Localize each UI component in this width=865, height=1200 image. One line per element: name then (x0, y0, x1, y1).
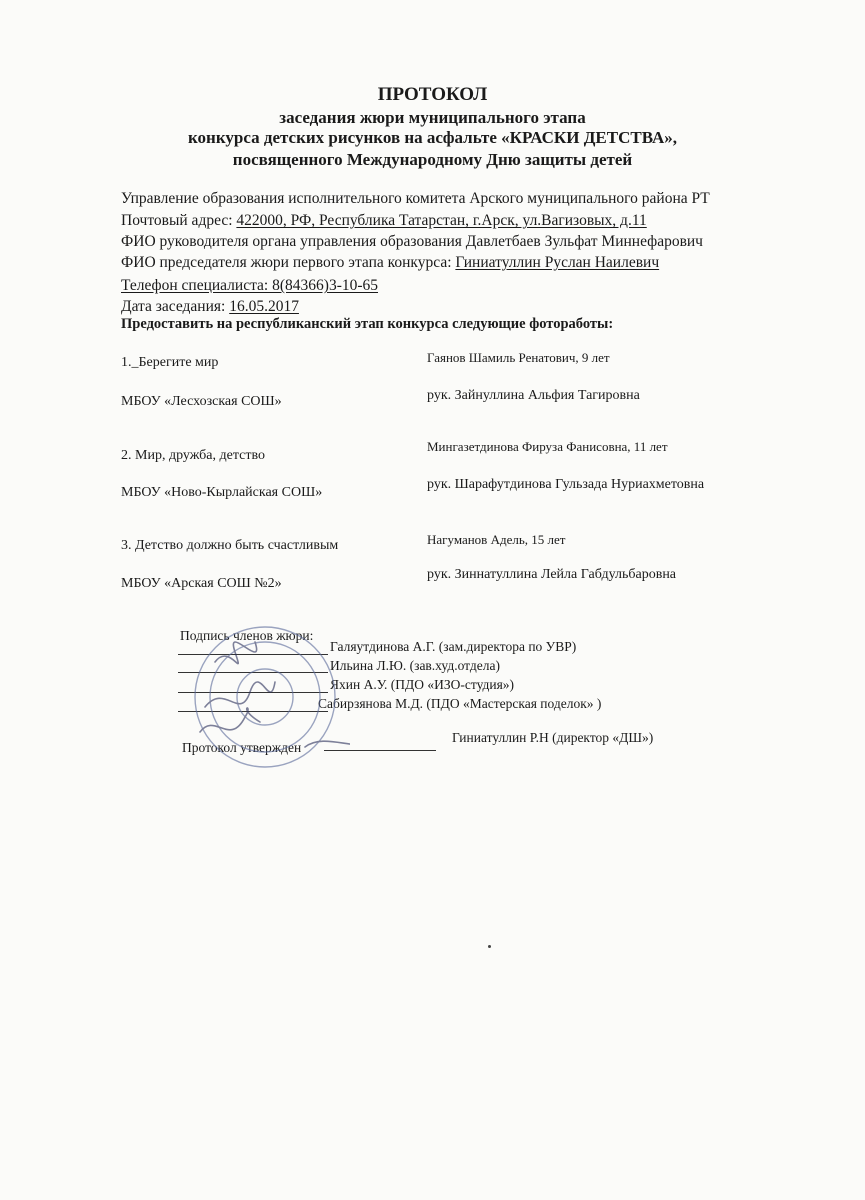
work-3-title: 3. Детство должно быть счастливым (121, 538, 339, 553)
stamp-and-signatures (175, 612, 350, 782)
document-subtitle-1: заседания жюри муниципального этапа (279, 108, 586, 127)
work-2-supervisor: рук. Шарафутдинова Гульзада Нуриахметовна (427, 477, 705, 492)
work-1-school: МБОУ «Лесхозская СОШ» (121, 394, 282, 409)
jury-member-2: Ильина Л.Ю. (зав.худ.отдела) (330, 658, 500, 673)
work-2-author: Мингазетдинова Фируза Фанисовна, 11 лет (427, 439, 668, 454)
signature-stroke-1 (215, 642, 257, 664)
work-2-school: МБОУ «Ново-Кырлайская СОШ» (121, 485, 323, 500)
head-fio-line: ФИО руководителя органа управления образования Давлетбаев Зульфат Миннефарович (121, 233, 703, 250)
stamp-outer-ring (195, 627, 335, 767)
jury-signatures-label: Подпись членов жюри: (180, 628, 314, 643)
document-subtitle-2: конкурса детских рисунков на асфальте «КРАСКИ ДЕТСТВА», (187, 128, 678, 147)
document-subtitle-3: посвященного Международному Дню защиты детей (232, 150, 633, 169)
address-value: 422000, РФ, Республика Татарстан, г.Арск, ул.Вагизовых, д.11 (236, 212, 647, 229)
work-3-school: МБОУ «Арская СОШ №2» (121, 576, 282, 591)
jury-chair-line (121, 254, 659, 272)
work-2-title: 2. Мир, дружба, детство (121, 448, 265, 463)
stamp-inner-ring (210, 642, 320, 752)
document-title: ПРОТОКОЛ (377, 84, 488, 105)
submit-heading: Предоставить на республиканский этап конкурса следующие фотоработы: (121, 316, 614, 332)
jury-chair-label: ФИО председателя жюри первого этапа конкурса: (121, 254, 456, 271)
approved-label: Протокол утвержден (182, 740, 302, 755)
date-line (121, 298, 299, 316)
work-1-author: Гаянов Шамиль Ренатович, 9 лет (427, 350, 610, 365)
date-label: Дата заседания: (121, 298, 230, 315)
work-3-author: Нагуманов Адель, 15 лет (427, 532, 566, 547)
signature-stroke-3 (200, 708, 260, 732)
jury-member-4: Сабирзянова М.Д. (ПДО «Мастерская поделок» ) (318, 696, 602, 711)
approved-by: Гиниатуллин Р.Н (директор «ДШ») (452, 730, 654, 745)
phone-line: Телефон специалиста: 8(84366)3-10-65 (121, 277, 379, 294)
work-3-supervisor: рук. Зиннатуллина Лейла Габдульбаровна (427, 567, 677, 582)
jury-chair-value: Гиниатуллин Руслан Наилевич (455, 254, 660, 271)
work-1-title: 1._Берегите мир (121, 355, 219, 370)
organization-line: Управление образования исполнительного комитета Арского муниципального района РТ (121, 190, 710, 207)
work-1-supervisor: рук. Зайнуллина Альфия Тагировна (427, 388, 640, 403)
jury-member-1: Галяутдинова А.Г. (зам.директора по УВР) (330, 639, 577, 654)
jury-member-3: Яхин А.У. (ПДО «ИЗО-студия») (330, 677, 515, 692)
date-value: 16.05.2017 (229, 298, 299, 315)
address-line (121, 212, 647, 230)
address-label: Почтовый адрес: (121, 212, 237, 229)
signature-stroke-4 (305, 741, 350, 747)
ink-dot (488, 945, 491, 948)
